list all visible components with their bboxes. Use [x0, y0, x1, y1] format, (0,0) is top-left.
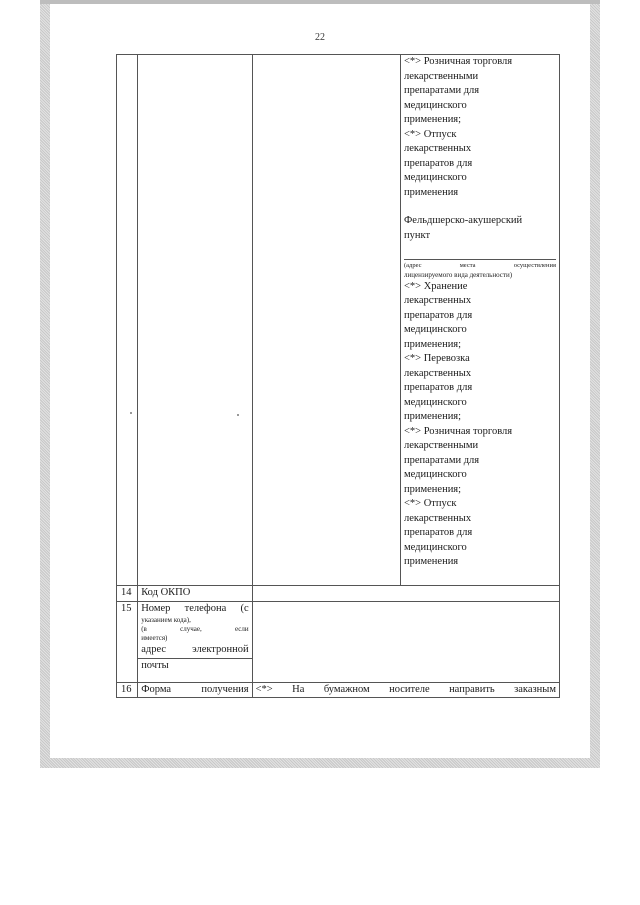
scan-top-strip — [40, 0, 600, 4]
activity-line: применения — [404, 186, 459, 198]
activity-line: лекарственных — [404, 367, 472, 379]
activity-line: лекарственных — [404, 143, 472, 154]
point-name: Фельдшерско-акушерский — [404, 215, 523, 226]
activity-line: применения; — [404, 411, 462, 422]
activity-line: медицинского — [404, 172, 467, 183]
activity-line: лекарственными — [404, 440, 479, 451]
activity-line: применения; — [404, 338, 462, 350]
activity-line: <*> Отпуск — [404, 498, 457, 509]
activity-line: <*> Розничная торговля — [404, 425, 513, 437]
activity-line: медицинского — [404, 324, 467, 335]
row-label: Форма получения — [138, 682, 252, 698]
activity-line: медицинского — [404, 396, 467, 408]
activity-line: препаратов для — [404, 527, 473, 538]
point-name-2: пункт — [404, 229, 431, 241]
table-row-receipt-form — [117, 682, 560, 698]
page-number: 22 — [315, 32, 325, 43]
row-label: Код ОКПО — [138, 586, 252, 602]
scan-speck — [237, 414, 239, 416]
activities-bottom-list — [404, 280, 556, 570]
activity-line: лекарственными — [404, 70, 479, 82]
activity-line: <*> Перевозка — [404, 353, 470, 364]
activity-line: препаратов для — [404, 309, 473, 321]
row-value-okpo[interactable] — [252, 586, 559, 602]
row-number: 16 — [117, 682, 138, 698]
activity-line: лекарственных — [404, 512, 472, 524]
label-line: указанием кода), — [141, 616, 191, 624]
row-number: 14 — [117, 586, 138, 602]
activity-line: <*> Отпуск — [404, 128, 457, 140]
row-number: 15 — [117, 601, 138, 682]
cell-middle-empty — [252, 55, 400, 586]
label-line: имеется) — [141, 634, 168, 642]
table-row-contacts — [117, 601, 560, 682]
activity-line: применения; — [404, 114, 462, 125]
address-caption: (адрес места осуществления — [404, 262, 556, 269]
activity-line: применения — [404, 556, 459, 567]
cell-activities — [401, 55, 560, 586]
activities-top-list — [404, 55, 556, 200]
row-value-contacts[interactable] — [252, 601, 559, 682]
activity-line: медицинского — [404, 469, 467, 480]
activity-line: препаратами для — [404, 85, 480, 96]
activity-line: <*> Хранение — [404, 280, 468, 292]
activity-line: применения; — [404, 483, 462, 495]
table-row-okpo — [117, 586, 560, 602]
label-line: адрес электронной — [141, 644, 249, 655]
address-underline — [404, 259, 556, 260]
label-line: почты — [141, 659, 169, 671]
scan-speck — [130, 412, 132, 414]
row-value-receipt-form: <*> На бумажном носителе направить заказным — [252, 682, 559, 698]
label-line: (в случае, если — [141, 625, 249, 633]
cell-label-empty — [138, 55, 252, 586]
activity-line: препаратов для — [404, 157, 473, 169]
activity-line: препаратами для — [404, 454, 480, 466]
activity-line: медицинского — [404, 99, 467, 111]
activity-line: лекарственных — [404, 295, 472, 306]
address-caption-2: лицензируемого вида деятельности) — [404, 270, 513, 279]
activity-line: препаратов для — [404, 382, 473, 393]
application-form-table — [116, 54, 560, 698]
activity-line: медицинского — [404, 541, 467, 553]
cell-number-empty — [117, 55, 138, 586]
table-row-activities — [117, 55, 560, 586]
label-line: Номер телефона (с — [141, 602, 249, 614]
row-label — [138, 601, 252, 682]
activity-line: <*> Розничная торговля — [404, 56, 513, 67]
